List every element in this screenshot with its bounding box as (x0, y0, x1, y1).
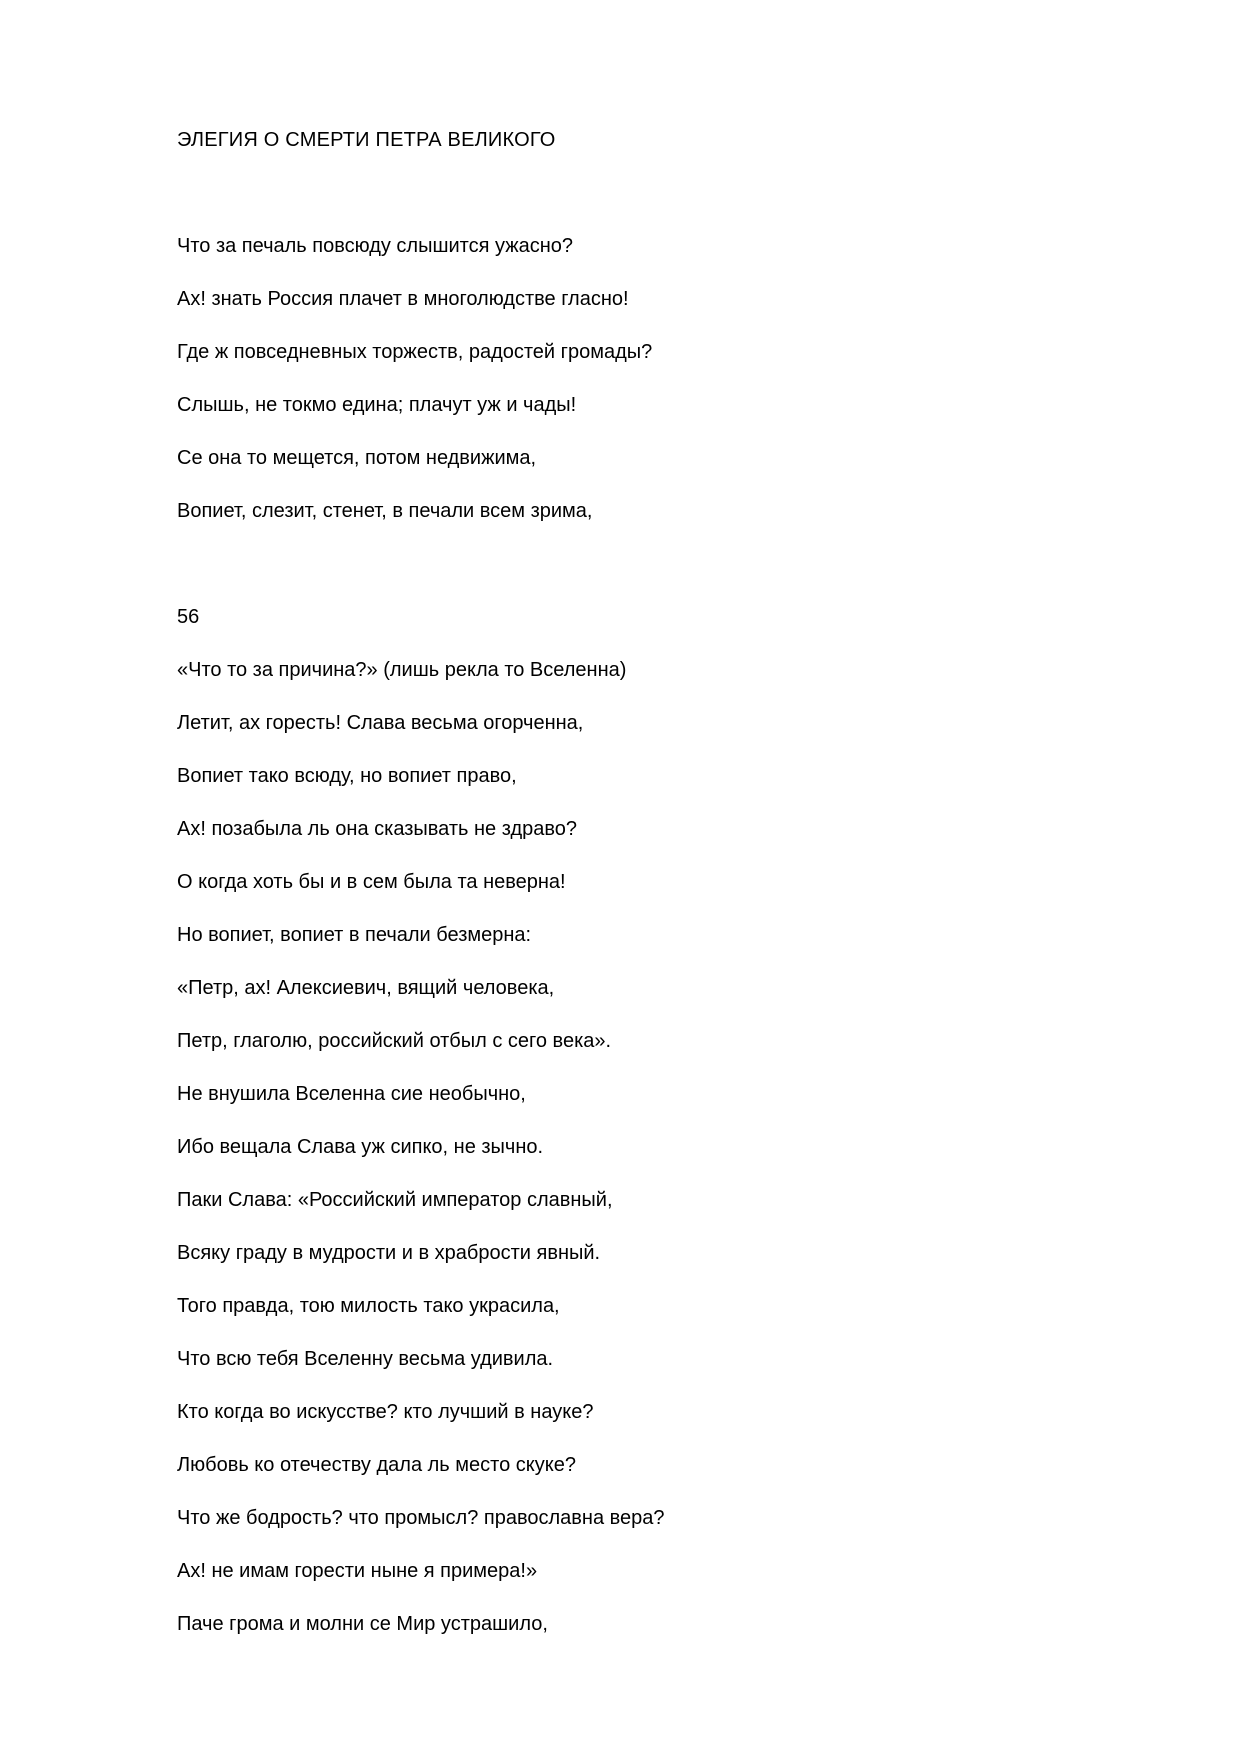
page-number: 56 (177, 606, 200, 628)
verse-line: О когда хоть бы и в сем была та неверна! (177, 871, 566, 893)
verse-line: Ибо вещала Слава уж сипко, не зычно. (177, 1136, 544, 1158)
verse-line: «Что то за причина?» (лишь рекла то Вселенна) (177, 659, 627, 681)
verse-line: Вопиет, слезит, стенет, в печали всем зрима, (177, 500, 593, 522)
verse-line: Паки Слава: «Российский император славный, (177, 1189, 613, 1211)
verse-line: Ах! знать Россия плачет в многолюдстве гласно! (177, 288, 629, 310)
poem-title: ЭЛЕГИЯ О СМЕРТИ ПЕТРА ВЕЛИКОГО (177, 129, 556, 151)
verse-line: Слышь, не токмо едина; плачут уж и чады! (177, 394, 577, 416)
verse-line: Се она то мещется, потом недвижима, (177, 447, 537, 469)
poem-text (177, 114, 1077, 1651)
verse-line: Вопиет тако всюду, но вопиет право, (177, 765, 517, 787)
verse-line: Не внушила Вселенна сие необычно, (177, 1083, 526, 1105)
blank-line (177, 167, 1077, 220)
blank-line (177, 538, 1077, 591)
verse-line: Где ж повседневных торжеств, радостей громады? (177, 341, 653, 363)
verse-line: «Петр, ах! Алексиевич, вящий человека, (177, 977, 555, 999)
verse-line: Всяку граду в мудрости и в храбрости явный. (177, 1242, 601, 1264)
verse-line: Ах! позабыла ль она сказывать не здраво? (177, 818, 578, 840)
verse-line: Что за печаль повсюду слышится ужасно? (177, 235, 574, 257)
verse-line: Но вопиет, вопиет в печали безмерна: (177, 924, 532, 946)
verse-line: Паче грома и молни се Мир устрашило, (177, 1613, 548, 1635)
verse-line: Петр, глаголю, российский отбыл с сего века». (177, 1030, 612, 1052)
verse-line: Что же бодрость? что промысл? православна вера? (177, 1507, 665, 1529)
verse-line: Того правда, тою милость тако украсила, (177, 1295, 560, 1317)
verse-line: Кто когда во искусстве? кто лучший в науке? (177, 1401, 594, 1423)
verse-line: Любовь ко отечеству дала ль место скуке? (177, 1454, 576, 1476)
verse-line: Летит, ах горесть! Слава весьма огорченна, (177, 712, 584, 734)
verse-line: Ах! не имам горести ныне я примера!» (177, 1560, 538, 1582)
verse-line: Что всю тебя Вселенну весьма удивила. (177, 1348, 554, 1370)
